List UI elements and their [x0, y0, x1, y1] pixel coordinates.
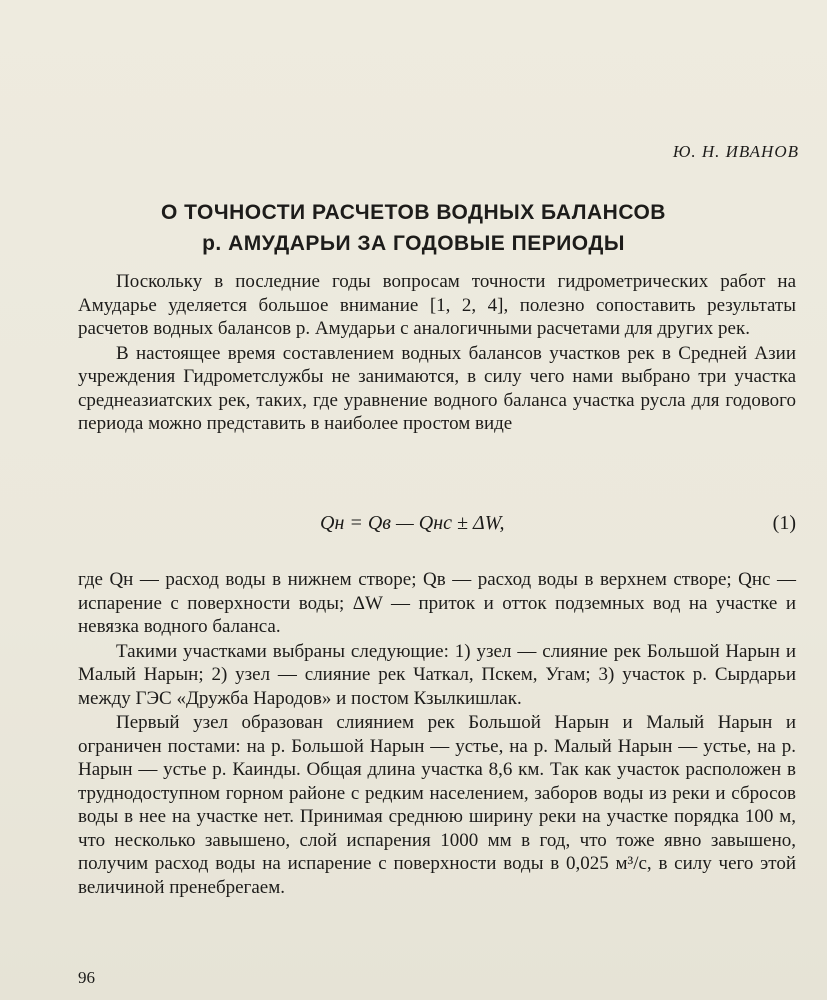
title-line-2: р. АМУДАРЬИ ЗА ГОДОВЫЕ ПЕРИОДЫ: [202, 232, 625, 255]
balance-equation: [78, 512, 796, 542]
paragraph-5: Первый узел образован слиянием рек Большой Нарын и Малый Нарын и ограничен постами: на р. Большой Нарын — устье, на р. Малый Нарын — устье, на р. Нарын — устье р. Каинды. Общая длина участка 8,6 км. Так как участок расположен в труднодоступном горном районе с редким населением, заборов воды из реки и сбросов воды в нее на участке нет. Принимая среднюю ширину реки на участке порядка 100 м, что несколько завышено, слой испарения 1000 мм в год, что тоже явно завышено, получим расход воды на испарение с поверхности воды в 0,025 м³/с, в силу чего этой величиной пренебрегаем.: [78, 712, 796, 898]
paragraph-3: где Qн — расход воды в нижнем створе; Qв — расход воды в верхнем створе; Qнс — испарение с поверхности воды; ΔW — приток и отток подземных вод на участке и невязка водного баланса.: [78, 569, 796, 637]
intro-text: [78, 270, 796, 436]
equation-expression: Qн = Qв — Qнс ± ΔW,: [320, 512, 505, 534]
page-number: 96: [78, 968, 95, 987]
paragraph-1: Поскольку в последние годы вопросам точности гидрометрических работ на Амударье уделяется большое внимание [1, 2, 4], полезно сопоставить результаты расчетов водных балансов р. Амударьи с аналогичными расчетами для других рек.: [78, 271, 796, 339]
author-name: Ю. Н. ИВАНОВ: [672, 142, 799, 161]
main-text: [78, 568, 796, 899]
paragraph-2: В настоящее время составлением водных балансов участков рек в Средней Азии учреждения Гидрометслужбы не занимаются, в силу чего нами выбрано три участка среднеазиатских рек, таких, где уравнение водного баланса участка русла для годового периода можно представить в наиболее простом виде: [78, 342, 796, 434]
title-line-1: О ТОЧНОСТИ РАСЧЕТОВ ВОДНЫХ БАЛАНСОВ: [161, 201, 666, 224]
article-title: [0, 197, 827, 259]
equation-number: (1): [772, 512, 796, 534]
paragraph-4: Такими участками выбраны следующие: 1) узел — слияние рек Большой Нарын и Малый Нарын; 2) узел — слияние рек Чаткал, Пскем, Угам; 3) участок р. Сырдарьи между ГЭС «Дружба Народов» и постом Кзылкишлак.: [78, 640, 796, 709]
